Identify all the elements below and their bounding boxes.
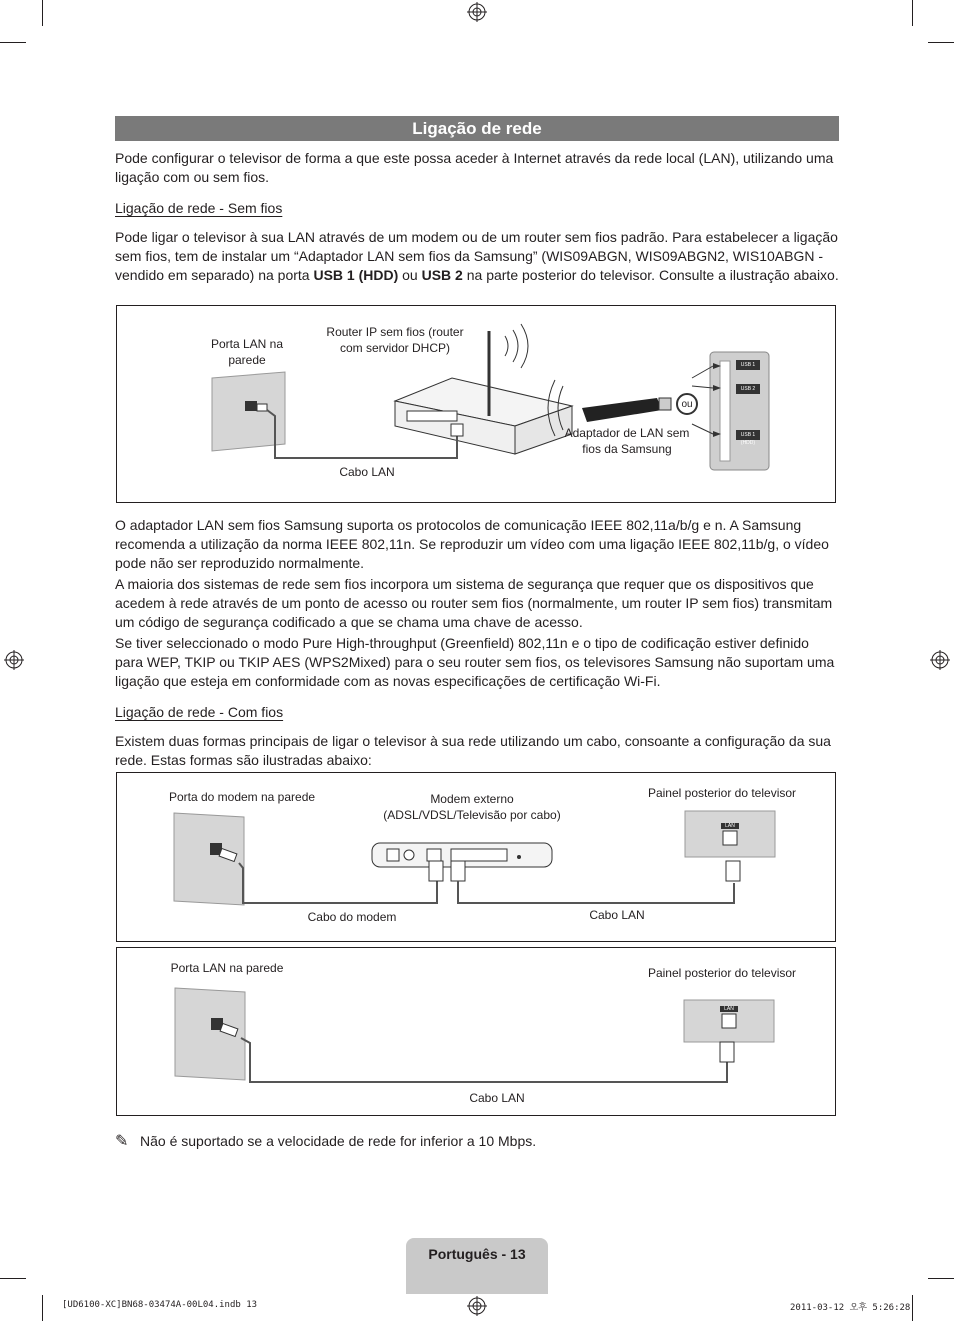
intro-paragraph: Pode configurar o televisor de forma a que este possa aceder à Internet através da rede local (LAN), utilizando uma ligação com ou sem fios. <box>115 150 834 185</box>
tv-panel-label-2: Painel posterior do televisor <box>647 966 797 980</box>
pencil-icon: ✎ <box>115 1133 129 1150</box>
or-label: ou <box>681 399 693 410</box>
usb-hdd-port-label: USB 1 (HDD) <box>740 432 756 446</box>
wireless-diagram <box>116 305 836 503</box>
cable-label: Cabo LAN <box>339 465 395 479</box>
lan-cable-label-2: Cabo LAN <box>469 1091 525 1105</box>
note-paragraph-2: A maioria dos sistemas de rede sem fios incorpora um sistema de segurança que requer que os dispositivos que acedem à rede através de um ponto de acesso ou router sem fios (normalmente, um router IP sem fios) transmitam um código de segurança codificado a que se chama uma chave de acesso. <box>115 576 833 630</box>
modem-label: Modem externo (ADSL/VDSL/Televisão por cabo) <box>383 792 561 822</box>
speed-note: Não é suportado se a velocidade de rede for inferior a 10 Mbps. <box>140 1133 537 1149</box>
print-timestamp: 2011-03-12 오후 5:26:28 <box>790 1303 911 1313</box>
wired-diagram-modem <box>116 772 836 942</box>
adapter-label: Adaptador de LAN sem fios da Samsung <box>564 426 690 456</box>
note-paragraph-1: O adaptador LAN sem fios Samsung suporta os protocolos de comunicação IEEE 802,11a/b/g e n. A Samsung recomenda a utilização da norma IEEE 802,11n. Se reproduzir um vídeo com uma ligação IEEE 802,11b/g, o vídeo pode não ser reproduzido normalmente. <box>115 517 829 571</box>
modem-cable-label: Cabo do modem <box>307 910 397 924</box>
usb2-label: USB 2 <box>421 267 463 283</box>
usb2-port-label: USB 2 <box>740 386 756 392</box>
page-number: Português - 13 <box>428 1246 526 1262</box>
lan-wall-port-label: Porta LAN na parede <box>170 961 284 975</box>
wall-port-label: Porta LAN na parede <box>210 337 284 367</box>
wired-heading: Ligação de rede - Com fios <box>115 704 284 720</box>
tv-panel-label: Painel posterior do televisor <box>647 786 797 800</box>
usb1-port-label: USB 1 <box>740 362 756 368</box>
wired-diagram-direct <box>116 947 836 1116</box>
lan-cable-label: Cabo LAN <box>589 908 645 922</box>
lan-port-label-2: LAN <box>724 1006 734 1012</box>
section-title: Ligação de rede <box>115 116 839 141</box>
wireless-paragraph: Pode ligar o televisor à sua LAN através de um modem ou de um router sem fios padrão. Para estabelecer a ligação sem fios, tem de instalar um “Adaptador LAN sem fios da Samsung” (WIS09ABGN, WIS09ABGN2, WIS10ABGN - vendido em separado) na porta USB 1 (HDD) ou USB 2 na parte posterior do televisor. Consulte a ilustração abaixo. <box>115 229 839 283</box>
router-label: Router IP sem fios (router com servidor DHCP) <box>326 325 464 355</box>
lan-port-label: LAN <box>725 823 735 829</box>
wired-paragraph: Existem duas formas principais de ligar o televisor à sua rede utilizando um cabo, consoante a configuração da sua rede. Estas formas são ilustradas abaixo: <box>115 733 831 768</box>
modem-wall-port-label: Porta do modem na parede <box>168 790 316 804</box>
note-paragraph-3: Se tiver seleccionado o modo Pure High-throughput (Greenfield) 802,11n e o tipo de codificação estiver definido para WEP, TKIP ou TKIP AES (WPS2Mixed) para o seu router sem fios, os televisores Samsung não suportam uma ligação que esteja em conformidade com as novas especificações de certificação Wi-Fi. <box>115 635 835 689</box>
file-info: [UD6100-XC]BN68-03474A-00L04.indb 13 <box>62 1300 258 1310</box>
usb1-label: USB 1 (HDD) <box>313 267 399 283</box>
wireless-heading: Ligação de rede - Sem fios <box>115 200 283 216</box>
